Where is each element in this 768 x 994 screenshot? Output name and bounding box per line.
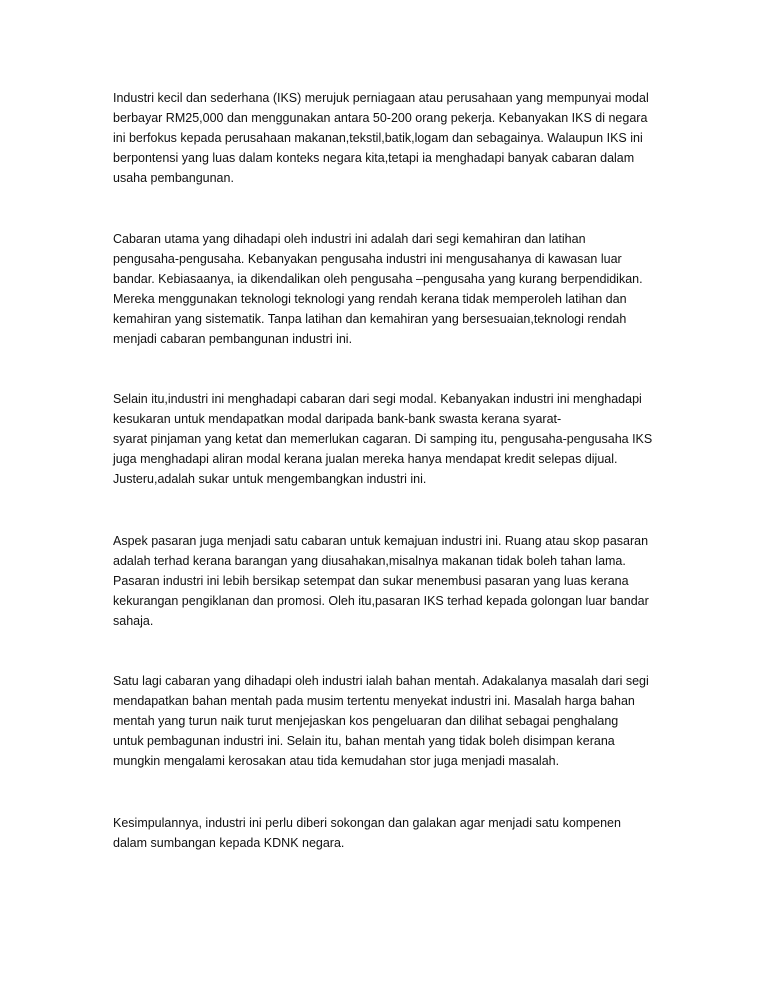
text-line: ini berfokus kepada perusahaan makanan,tekstil,batik,logam dan sebagainya. Walaupun IKS ini: [113, 131, 643, 145]
text-line: syarat pinjaman yang ketat dan memerlukan cagaran. Di samping itu, pengusaha-pengusaha IKS: [113, 432, 653, 446]
text-line: Pasaran industri ini lebih bersikap setempat dan sukar menembusi pasaran yang luas kerana: [113, 574, 629, 588]
text-line: Mereka menggunakan teknologi teknologi yang rendah kerana tidak memperoleh latihan dan: [113, 292, 627, 306]
text-line: mungkin mengalami kerosakan atau tida kemudahan stor juga menjadi masalah.: [113, 754, 560, 768]
text-line: kemahiran yang sistematik. Tanpa latihan dan kemahiran yang bersesuaian,teknologi rendah: [113, 312, 627, 326]
text-line: Selain itu,industri ini menghadapi cabaran dari segi modal. Kebanyakan industri ini menghadapi: [113, 392, 642, 406]
paragraph-conclusion: [113, 813, 663, 853]
text-line: berpontensi yang luas dalam konteks negara kita,tetapi ia menghadapi banyak cabaran dalam: [113, 151, 635, 165]
text-line: Satu lagi cabaran yang dihadapi oleh industri ialah bahan mentah. Adakalanya masalah dari segi: [113, 674, 649, 688]
text-line: untuk pembagunan industri ini. Selain itu, bahan mentah yang tidak boleh disimpan kerana: [113, 734, 615, 748]
paragraph-market-challenge: [113, 531, 663, 631]
text-line: juga menghadapi aliran modal kerana jualan mereka hanya mendapat kredit selepas dijual.: [113, 452, 618, 466]
paragraph-raw-material-challenge: [113, 671, 663, 771]
text-line: adalah terhad kerana barangan yang diusahakan,misalnya makanan tidak boleh tahan lama.: [113, 554, 626, 568]
text-line: berbayar RM25,000 dan menggunakan antara 50-200 orang pekerja. Kebanyakan IKS di negara: [113, 111, 648, 125]
text-line: menjadi cabaran pembangunan industri ini.: [113, 332, 353, 346]
text-line: sahaja.: [113, 614, 154, 628]
text-line: mentah yang turun naik turut menjejaskan kos pengeluaran dan dilihat sebagai penghalang: [113, 714, 619, 728]
text-line: usaha pembangunan.: [113, 171, 234, 185]
paragraph-skills-challenge: [113, 229, 663, 349]
paragraph-introduction: [113, 88, 663, 188]
paragraph-capital-challenge: [113, 389, 663, 489]
text-line: bandar. Kebiasaanya, ia dikendalikan oleh pengusaha –pengusaha yang kurang berpendidikan.: [113, 272, 643, 286]
text-line: Justeru,adalah sukar untuk mengembangkan industri ini.: [113, 472, 427, 486]
text-line: Cabaran utama yang dihadapi oleh industri ini adalah dari segi kemahiran dan latihan: [113, 232, 586, 246]
text-line: Industri kecil dan sederhana (IKS) merujuk perniagaan atau perusahaan yang mempunyai modal: [113, 91, 649, 105]
text-line: dalam sumbangan kepada KDNK negara.: [113, 836, 345, 850]
text-line: pengusaha-pengusaha. Kebanyakan pengusaha industri ini mengusahanya di kawasan luar: [113, 252, 622, 266]
text-line: kekurangan pengiklanan dan promosi. Oleh itu,pasaran IKS terhad kepada golongan luar bandar: [113, 594, 649, 608]
text-line: mendapatkan bahan mentah pada musim tertentu menyekat industri ini. Masalah harga bahan: [113, 694, 635, 708]
text-line: Kesimpulannya, industri ini perlu diberi sokongan dan galakan agar menjadi satu kompenen: [113, 816, 621, 830]
text-line: kesukaran untuk mendapatkan modal daripada bank-bank swasta kerana syarat-: [113, 412, 562, 426]
text-line: Aspek pasaran juga menjadi satu cabaran untuk kemajuan industri ini. Ruang atau skop pasaran: [113, 534, 649, 548]
